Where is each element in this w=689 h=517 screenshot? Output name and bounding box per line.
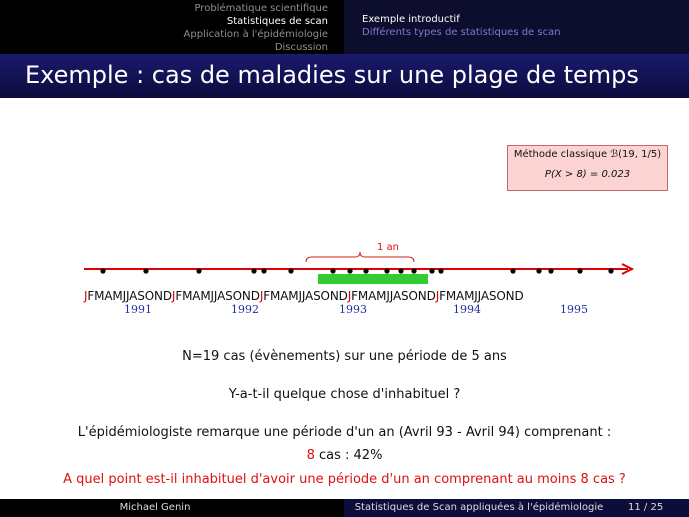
method-box-line1: Méthode classique ℬ(19, 1/5) [513,149,662,160]
count-rest: cas : 42% [314,448,383,463]
nav-section-application[interactable]: Application à l'épidémiologie [183,29,328,40]
case-dot [143,268,148,273]
month-j-1991: J [84,289,88,303]
body-line-cases: N=19 cas (évènements) sur une période de 5 ans [182,349,507,364]
footer-title: Statistiques de Scan appliquées à l'épidémiologie [354,502,604,513]
slide-title: Exemple : cas de maladies sur une plage de temps [25,61,639,89]
case-dot [510,268,515,273]
nav-section-statistiques[interactable]: Statistiques de scan [226,16,328,27]
months-1995: FMAMJJASOND [439,289,524,303]
case-dot [438,268,443,273]
body-line-red-question: A quel point est-il inhabituel d'avoir une période d'un an comprenant au moins 8 cas ? [63,472,626,487]
case-dot [384,268,389,273]
case-dot [347,268,352,273]
year-label-1995: 1995 [560,303,588,316]
case-dot [548,268,553,273]
case-dot [288,268,293,273]
nav-section-problematique[interactable]: Problématique scientifique [194,3,328,14]
case-dot [196,268,201,273]
month-j-1993: J [259,289,264,303]
case-dot [608,268,613,273]
case-dot [363,268,368,273]
nav-section-discussion[interactable]: Discussion [274,42,328,53]
highlight-period [318,274,428,284]
months-1994: FMAMJJASOND [351,289,436,303]
body-line-remark: L'épidémiologiste remarque une période d'un an (Avril 93 - Avril 94) comprenant : [77,425,612,440]
case-dot [261,268,266,273]
case-dot [398,268,403,273]
case-dot [577,268,582,273]
case-dot [100,268,105,273]
nav-subsection-types[interactable]: Différents types de statistiques de scan [362,27,561,38]
month-j-1995: J [435,289,440,303]
month-letters [84,289,524,303]
one-year-bracket [306,252,414,262]
months-1993: FMAMJJASOND [263,289,348,303]
case-dot [251,268,256,273]
year-label-1992: 1992 [231,303,259,316]
year-label-1993: 1993 [339,303,367,316]
footer-author: Michael Genin [119,502,191,513]
month-j-1992: J [171,289,176,303]
month-j-1994: J [347,289,352,303]
year-label-1991: 1991 [124,303,152,316]
year-label-1994: 1994 [453,303,481,316]
months-1991: FMAMJJASOND [87,289,172,303]
body-line-count [0,448,689,463]
case-dot [411,268,416,273]
case-dot [330,268,335,273]
case-dot [536,268,541,273]
footer-page-number: 11 / 25 [628,502,664,513]
count-value: 8 [306,448,315,463]
body-line-question: Y-a-t-il quelque chose d'inhabituel ? [228,387,461,402]
months-1992: FMAMJJASOND [175,289,260,303]
nav-subsection-exemple[interactable]: Exemple introductif [362,14,460,25]
case-dot [429,268,434,273]
method-box-line2: P(X > 8) = 0.023 [544,169,631,180]
footer-bar [0,499,689,517]
one-year-label: 1 an [376,242,400,253]
